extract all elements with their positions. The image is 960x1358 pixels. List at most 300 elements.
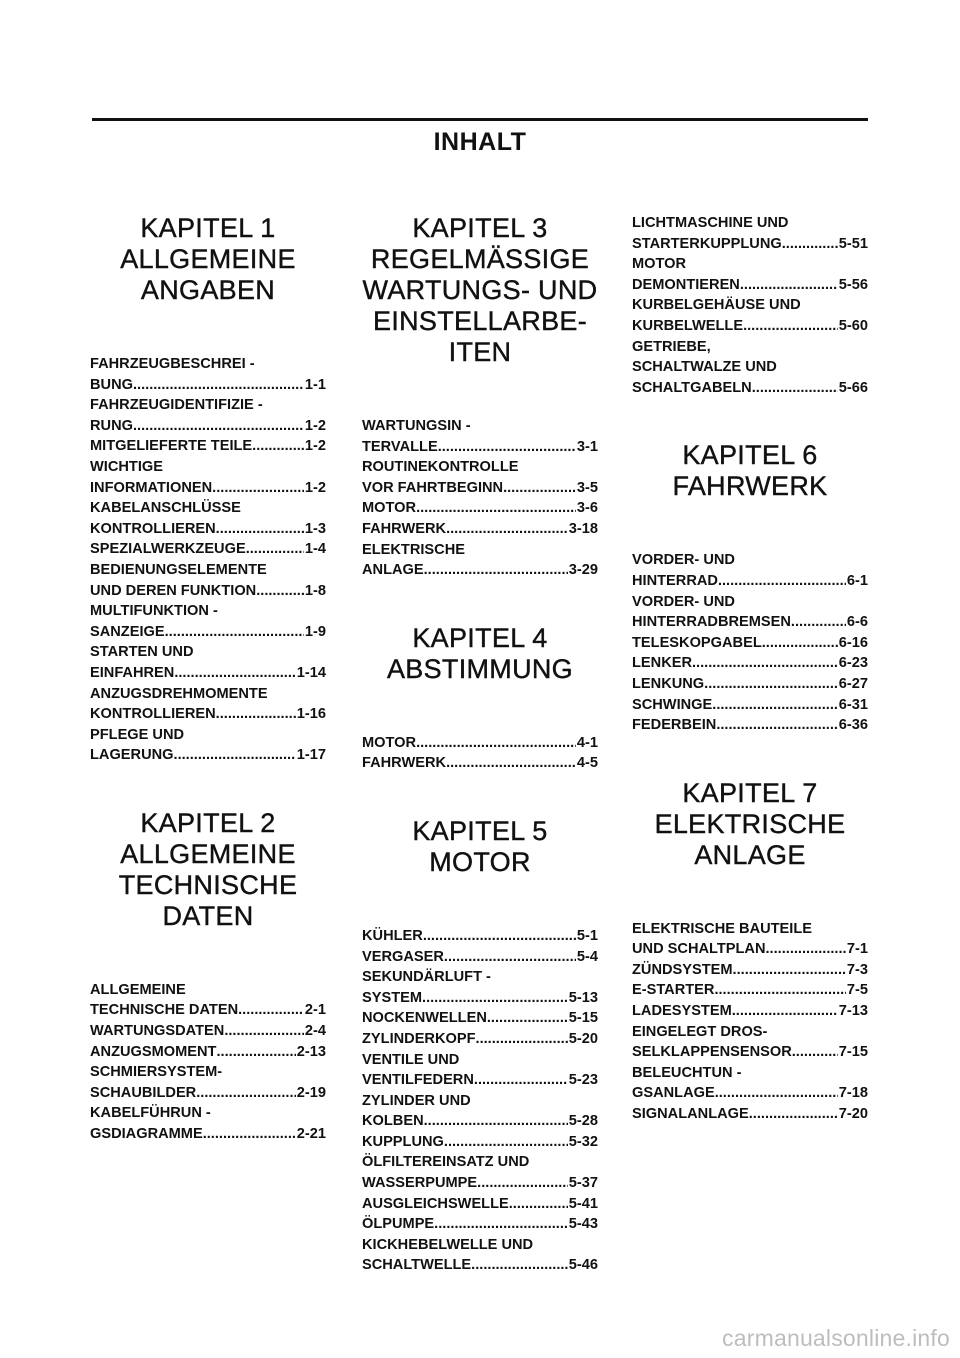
toc-entry[interactable] [632, 295, 868, 336]
dot-leader [196, 1083, 296, 1104]
toc-entry-leader-line [90, 436, 326, 457]
toc-entry-title: BUNG [90, 376, 133, 393]
watermark: carmanualsonline.info [722, 1325, 950, 1351]
toc-entry-page: 7-1 [846, 941, 868, 958]
toc-entry-leader-line [632, 378, 868, 399]
chapter-heading [90, 808, 326, 932]
toc-entry-page: 2-19 [296, 1084, 326, 1101]
chapter-heading-line: KAPITEL 6 [682, 440, 818, 471]
toc-entry-leader-line [632, 234, 868, 255]
toc-entry-page: 1-2 [304, 438, 326, 455]
toc-entry[interactable] [362, 1050, 598, 1091]
chapter-heading-line: ANGABEN [140, 275, 276, 305]
toc-entry-list [632, 550, 868, 735]
toc-entry-leader-line [90, 539, 326, 560]
dot-leader [416, 498, 576, 519]
dot-leader [216, 519, 304, 540]
dot-leader [749, 1104, 838, 1125]
toc-entry-title: SCHAUBILDER [90, 1084, 197, 1101]
toc-entry-line: MULTIFUNKTION - [90, 603, 218, 620]
toc-entry[interactable] [362, 1008, 598, 1029]
toc-entry-page: 5-37 [568, 1175, 598, 1192]
toc-entry[interactable] [362, 1132, 598, 1153]
toc-entry[interactable] [90, 560, 326, 601]
dot-leader [444, 947, 576, 968]
dot-leader [203, 1124, 296, 1145]
toc-entry[interactable] [362, 457, 598, 498]
toc-entry[interactable] [632, 1001, 868, 1022]
toc-entry-title: E-STARTER [632, 982, 715, 999]
toc-entry-leader-line [632, 960, 868, 981]
toc-entry[interactable] [90, 498, 326, 539]
toc-entry-title: RUNG [90, 417, 133, 434]
dot-leader [743, 316, 838, 337]
toc-entry-page: 6-16 [838, 634, 868, 651]
toc-entry-page: 5-46 [568, 1257, 598, 1274]
toc-entry-title: KONTROLLIEREN [90, 706, 216, 723]
toc-entry[interactable] [362, 1152, 598, 1193]
toc-entry-title: KUPPLUNG [362, 1133, 444, 1150]
toc-entry-page: 1-2 [304, 479, 326, 496]
toc-entry-title: FEDERBEIN [632, 717, 717, 734]
toc-entry-line: KABELANSCHLÜSSE [90, 500, 241, 517]
toc-entry-line: SCHMIERSYSTEM- [90, 1064, 223, 1081]
toc-entry-page: 7-18 [838, 1085, 868, 1102]
toc-entry-list [90, 980, 326, 1145]
toc-entry-leader-line [632, 1042, 868, 1063]
toc-entry-list [632, 213, 868, 398]
toc-entry-title: UND DEREN FUNKTION [90, 582, 257, 599]
toc-entry-title: NOCKENWELLEN [362, 1010, 487, 1027]
toc-entry-title: WASSERPUMPE [362, 1175, 478, 1192]
toc-entry-leader-line [90, 1124, 326, 1145]
toc-entry[interactable] [632, 1063, 868, 1104]
toc-entry[interactable] [90, 725, 326, 766]
dot-leader [216, 1042, 295, 1063]
toc-entry[interactable] [632, 674, 868, 695]
toc-entry-title: MOTOR [362, 500, 417, 517]
toc-entry-title: SCHALTGABELN [632, 379, 752, 396]
chapter-heading-line: WARTUNGS- UND [362, 275, 598, 305]
toc-entry-title: SCHALTWELLE [362, 1257, 472, 1274]
dot-leader [766, 939, 846, 960]
chapter-heading-line: KAPITEL 4 [412, 622, 548, 653]
chapter-heading-line: ANLAGE [694, 839, 806, 870]
toc-entry-title: SCHWINGE [632, 696, 713, 713]
toc-entry-line: GETRIEBE, [632, 338, 711, 355]
toc-entry-page: 5-13 [568, 989, 598, 1006]
dot-leader [256, 581, 304, 602]
toc-entry-title: LADESYSTEM [632, 1003, 732, 1020]
toc-entry[interactable] [362, 519, 598, 540]
toc-entry[interactable] [362, 1091, 598, 1132]
toc-entry-page: 5-56 [838, 276, 868, 293]
toc-entry[interactable] [632, 695, 868, 716]
toc-entry-title: ANZUGSMOMENT [90, 1043, 217, 1060]
toc-entry-page: 1-16 [296, 706, 326, 723]
dot-leader [474, 1070, 568, 1091]
toc-entry-page: 6-6 [846, 614, 868, 631]
toc-entry[interactable] [90, 457, 326, 498]
toc-entry-line: MOTOR [632, 256, 687, 273]
toc-entry[interactable] [90, 1021, 326, 1042]
toc-entry-title: MOTOR [362, 734, 417, 751]
toc-entry-page: 2-13 [296, 1043, 326, 1060]
dot-leader [733, 960, 846, 981]
dot-leader [416, 733, 576, 754]
toc-entry-leader-line [90, 663, 326, 684]
toc-entry[interactable] [632, 213, 868, 254]
dot-leader [434, 1214, 568, 1235]
toc-entry-page: 4-1 [576, 734, 598, 751]
toc-entry-leader-line [632, 695, 868, 716]
toc-entry[interactable] [90, 539, 326, 560]
toc-entry[interactable] [632, 1104, 868, 1125]
toc-entry-line: WICHTIGE [90, 458, 163, 475]
toc-entry-page: 6-27 [838, 675, 868, 692]
toc-entry-page: 6-23 [838, 655, 868, 672]
toc-entry-line: VORDER- UND [632, 593, 735, 610]
toc-entry-page: 3-1 [576, 438, 598, 455]
toc-entry[interactable] [90, 354, 326, 395]
toc-entry-leader-line [632, 275, 868, 296]
dot-leader [238, 1000, 304, 1021]
toc-entry-title: AUSGLEICHSWELLE [362, 1195, 509, 1212]
toc-entry-title: UND SCHALTPLAN [632, 941, 766, 958]
chapter-heading [362, 623, 598, 685]
toc-entry-page: 6-31 [838, 696, 868, 713]
chapter-heading [632, 778, 868, 871]
toc-entry-title: MITGELIEFERTE TEILE [90, 438, 253, 455]
toc-entry-title: TELESKOPGABEL [632, 634, 762, 651]
toc-entry[interactable] [632, 715, 868, 736]
toc-entry-leader-line [90, 1000, 326, 1021]
toc-entry-line: ELEKTRISCHE [362, 541, 465, 558]
toc-entry-leader-line [362, 1194, 598, 1215]
dot-leader [424, 560, 568, 581]
dot-leader [791, 612, 846, 633]
toc-entry[interactable] [632, 592, 868, 633]
toc-entry-line: BELEUCHTUN - [632, 1064, 742, 1081]
toc-entry-page: 1-8 [304, 582, 326, 599]
chapter-heading-line: MOTOR [429, 846, 531, 877]
toc-entry[interactable] [362, 1235, 598, 1276]
toc-entry-leader-line [632, 715, 868, 736]
toc-entry-page: 7-15 [838, 1044, 868, 1061]
toc-entry-leader-line [362, 478, 598, 499]
toc-entry-title: DEMONTIEREN [632, 276, 740, 293]
toc-entry-line: FAHRZEUGIDENTIFIZIE - [90, 397, 263, 414]
toc-entry-page: 5-43 [568, 1216, 598, 1233]
toc-entry-page: 4-5 [576, 755, 598, 772]
toc-entry-title: LAGERUNG [90, 747, 174, 764]
toc-entry-leader-line [632, 939, 868, 960]
dot-leader [252, 436, 304, 457]
toc-entry-leader-line [632, 633, 868, 654]
toc-entry-leader-line [362, 753, 598, 774]
toc-entry[interactable] [632, 550, 868, 591]
toc-column-2 [362, 213, 598, 1318]
toc-entry-page: 1-3 [304, 520, 326, 537]
toc-entry[interactable] [632, 254, 868, 295]
chapter-heading-line: ALLGEMEINE [120, 838, 296, 869]
toc-entry-leader-line [362, 519, 598, 540]
dot-leader [423, 926, 576, 947]
dot-leader [133, 375, 304, 396]
toc-entry-page: 5-23 [568, 1072, 598, 1089]
toc-entry[interactable] [362, 947, 598, 968]
toc-entry-page: 1-2 [304, 417, 326, 434]
toc-entry-leader-line [632, 980, 868, 1001]
toc-entry-leader-line [90, 375, 326, 396]
toc-entry-title: EINFAHREN [90, 664, 175, 681]
dot-leader [424, 1111, 568, 1132]
toc-entry-title: GSANLAGE [632, 1085, 715, 1102]
toc-entry[interactable] [362, 1029, 598, 1050]
dot-leader [216, 704, 296, 725]
toc-entry[interactable] [362, 967, 598, 1008]
toc-entry-line: SEKUNDÄRLUFT - [362, 969, 491, 986]
chapter-heading-line: ELEKTRISCHE [654, 808, 846, 839]
dot-leader [792, 1042, 838, 1063]
toc-entry-page: 6-36 [838, 717, 868, 734]
toc-entry[interactable] [90, 1103, 326, 1144]
toc-entry-page: 2-21 [296, 1126, 326, 1143]
toc-entry-title: ZYLINDERKOPF [362, 1030, 476, 1047]
toc-entry[interactable] [632, 919, 868, 960]
toc-entry-line: LICHTMASCHINE UND [632, 215, 789, 231]
toc-entry[interactable] [632, 980, 868, 1001]
toc-entry-title: VOR FAHRTBEGINN [362, 479, 504, 496]
toc-entry-title: INFORMATIONEN [90, 479, 213, 496]
dot-leader [740, 275, 838, 296]
toc-entry-list [90, 354, 326, 766]
toc-entry-list [362, 416, 598, 581]
toc-entry[interactable] [90, 1042, 326, 1063]
chapter-heading-line: EINSTELLARBE- [373, 306, 587, 336]
toc-entry-title: ANLAGE [362, 562, 424, 579]
toc-entry-leader-line [632, 674, 868, 695]
toc-entry-leader-line [362, 1255, 598, 1276]
toc-entry-line: ALLGEMEINE [90, 981, 186, 998]
toc-entry-line: VENTILE UND [362, 1051, 460, 1068]
toc-entry-page: 5-66 [838, 379, 868, 396]
dot-leader [422, 988, 568, 1009]
toc-entry-title: ÖLPUMPE [362, 1216, 435, 1233]
toc-entry-leader-line [632, 612, 868, 633]
toc-entry-leader-line [90, 478, 326, 499]
toc-entry-title: STARTERKUPPLUNG [632, 235, 782, 252]
dot-leader [704, 674, 838, 695]
chapter-heading [362, 213, 598, 368]
dot-leader [509, 1194, 568, 1215]
toc-entry-title: HINTERRADBREMSEN [632, 614, 791, 631]
toc-entry[interactable] [362, 926, 598, 947]
chapter-heading [90, 213, 326, 306]
toc-entry-leader-line [362, 437, 598, 458]
top-rule [92, 118, 868, 121]
dot-leader [714, 980, 845, 1001]
toc-entry-line: PFLEGE UND [90, 726, 185, 743]
toc-entry-page: 7-5 [846, 982, 868, 999]
toc-entry-leader-line [362, 988, 598, 1009]
dot-leader [446, 519, 568, 540]
toc-entry[interactable] [90, 1062, 326, 1103]
toc-entry-line: ÖLFILTEREINSATZ UND [362, 1154, 530, 1171]
dot-leader [762, 633, 838, 654]
toc-entry-title: LENKER [632, 655, 692, 672]
toc-entry-leader-line [632, 1083, 868, 1104]
toc-entry-page: 5-60 [838, 317, 868, 334]
toc-entry-page: 5-15 [568, 1010, 598, 1027]
dot-leader [471, 1255, 568, 1276]
toc-entry[interactable] [362, 540, 598, 581]
toc-entry-line: BEDIENUNGSELEMENTE [90, 561, 267, 578]
toc-entry-page: 3-5 [576, 479, 598, 496]
toc-entry-leader-line [90, 519, 326, 540]
toc-column-1 [90, 213, 326, 1187]
toc-entry-title: LENKUNG [632, 675, 705, 692]
toc-entry-line: FAHRZEUGBESCHREI - [90, 356, 255, 372]
toc-entry-line: KURBELGEHÄUSE UND [632, 297, 801, 314]
toc-entry[interactable] [362, 753, 598, 774]
toc-entry-page: 5-41 [568, 1195, 598, 1212]
toc-entry-title: VENTILFEDERN [362, 1072, 474, 1089]
toc-entry[interactable] [362, 1194, 598, 1215]
toc-entry-leader-line [362, 947, 598, 968]
toc-entry-leader-line [362, 1214, 598, 1235]
chapter-heading-line: KAPITEL 7 [682, 777, 818, 808]
dot-leader [174, 663, 295, 684]
toc-entry-leader-line [362, 1132, 598, 1153]
toc-entry-page: 7-3 [846, 961, 868, 978]
toc-entry-page: 7-13 [838, 1003, 868, 1020]
toc-entry[interactable] [90, 436, 326, 457]
toc-entry-page: 5-51 [838, 235, 868, 252]
dot-leader [476, 1029, 568, 1050]
toc-entry[interactable] [362, 498, 598, 519]
toc-entry-leader-line [90, 416, 326, 437]
toc-entry[interactable] [90, 642, 326, 683]
toc-entry-title: VERGASER [362, 948, 444, 965]
toc-entry-page: 6-1 [846, 572, 868, 589]
chapter-heading-line: ABSTIMMUNG [386, 653, 573, 684]
chapter-heading-line: KAPITEL 5 [412, 815, 548, 846]
toc-entry-title: KURBELWELLE [632, 317, 744, 334]
dot-leader [716, 715, 837, 736]
dot-leader [165, 622, 304, 643]
toc-entry-list [362, 733, 598, 774]
toc-entry-page: 1-17 [296, 747, 326, 764]
toc-entry-leader-line [632, 316, 868, 337]
toc-entry-page: 5-1 [576, 927, 598, 944]
toc-entry[interactable] [632, 337, 868, 399]
chapter-heading [632, 440, 868, 502]
toc-entry[interactable] [362, 416, 598, 457]
chapter-heading [362, 816, 598, 878]
toc-entry-page: 3-6 [576, 500, 598, 517]
toc-entry-title: FAHRWERK [362, 755, 447, 772]
toc-entry-list [362, 926, 598, 1276]
toc-entry-line: ZYLINDER UND [362, 1092, 471, 1109]
toc-entry-page: 1-9 [304, 623, 326, 640]
toc-entry-title: SPEZIALWERKZEUGE [90, 541, 246, 558]
toc-entry-line: STARTEN UND [90, 644, 194, 661]
chapter-heading-line: FAHRWERK [672, 471, 828, 502]
toc-entry[interactable] [362, 733, 598, 754]
toc-entry[interactable] [632, 633, 868, 654]
toc-entry[interactable] [90, 684, 326, 725]
toc-entry-title: SELKLAPPENSENSOR [632, 1044, 792, 1061]
chapter-heading-line: DATEN [162, 900, 254, 931]
toc-entry[interactable] [90, 601, 326, 642]
dot-leader [246, 539, 304, 560]
toc-entry-list [632, 919, 868, 1125]
toc-entry-line: ROUTINEKONTROLLE [362, 459, 519, 476]
toc-entry-leader-line [90, 704, 326, 725]
toc-entry-leader-line [632, 653, 868, 674]
toc-entry[interactable] [632, 960, 868, 981]
dot-leader [487, 1008, 568, 1029]
dot-leader [212, 478, 304, 499]
toc-entry-title: TERVALLE [362, 438, 438, 455]
chapter-heading-line: KAPITEL 2 [140, 807, 276, 838]
toc-entry[interactable] [90, 980, 326, 1021]
toc-entry[interactable] [632, 1022, 868, 1063]
toc-entry-leader-line [632, 571, 868, 592]
toc-entry-title: KÜHLER [362, 927, 423, 944]
toc-entry-title: ZÜNDSYSTEM [632, 961, 733, 978]
dot-leader [444, 1132, 568, 1153]
dot-leader [446, 753, 576, 774]
toc-entry-page: 1-4 [304, 541, 326, 558]
toc-entry-line: EINGELEGT DROS- [632, 1023, 768, 1040]
toc-entry-line: KABELFÜHRUN - [90, 1105, 211, 1122]
toc-entry-title: WARTUNGSDATEN [90, 1023, 225, 1040]
toc-entry[interactable] [362, 1214, 598, 1235]
toc-entry-leader-line [90, 1042, 326, 1063]
toc-entry-line: ANZUGSDREHMOMENTE [90, 685, 268, 702]
toc-entry-line: VORDER- UND [632, 552, 735, 569]
toc-entry-title: KOLBEN [362, 1113, 424, 1130]
dot-leader [174, 745, 296, 766]
toc-entry-leader-line [90, 1083, 326, 1104]
chapter-heading-line: ITEN [448, 337, 512, 367]
dot-leader [782, 234, 838, 255]
toc-entry-leader-line [90, 581, 326, 602]
toc-entry-page: 5-4 [576, 948, 598, 965]
toc-entry-page: 3-29 [568, 562, 598, 579]
toc-entry-leader-line [362, 1008, 598, 1029]
toc-entry-title: FAHRWERK [362, 520, 447, 537]
toc-entry-leader-line [362, 733, 598, 754]
chapter-heading-line: KAPITEL 3 [412, 213, 548, 243]
toc-entry-line: SCHALTWALZE UND [632, 359, 777, 376]
dot-leader [712, 695, 838, 716]
toc-entry-page: 5-32 [568, 1133, 598, 1150]
toc-entry-page: 1-1 [304, 376, 326, 393]
toc-entry[interactable] [90, 395, 326, 436]
page-title: INHALT [433, 128, 527, 156]
toc-entry-leader-line [362, 1111, 598, 1132]
toc-entry-title: SANZEIGE [90, 623, 165, 640]
dot-leader [503, 478, 576, 499]
toc-entry-title: TECHNISCHE DATEN [90, 1002, 239, 1019]
toc-entry-page: 3-18 [568, 520, 598, 537]
toc-entry-title: KONTROLLIEREN [90, 520, 216, 537]
toc-entry[interactable] [632, 653, 868, 674]
chapter-heading-line: ALLGEMEINE [120, 244, 296, 274]
